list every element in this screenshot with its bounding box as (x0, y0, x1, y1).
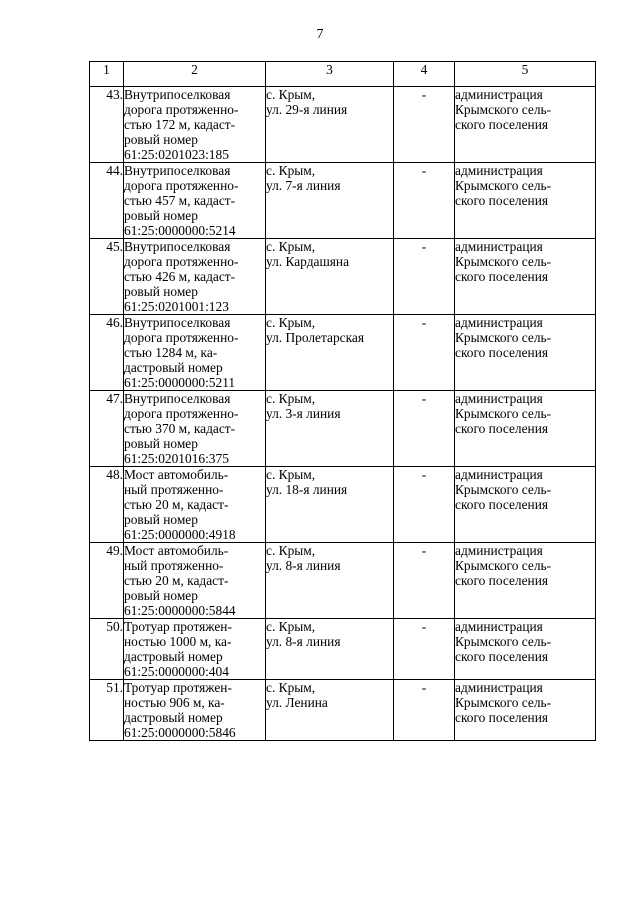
address-cell (266, 467, 394, 543)
address-cell (266, 391, 394, 467)
row-number: 49. (90, 543, 124, 619)
owner-line: администрация (455, 680, 543, 695)
owner-cell (455, 543, 596, 619)
owner-line: ского поселения (455, 573, 549, 588)
row-number: 47. (90, 391, 124, 467)
owner-line: ского поселения (455, 193, 549, 208)
table-row (90, 163, 596, 239)
address-cell (266, 87, 394, 163)
address-cell (266, 619, 394, 680)
row-number: 50. (90, 619, 124, 680)
address-line: с. Крым, (266, 680, 316, 695)
owner-cell (455, 87, 596, 163)
object-name-line: 61:25:0201016:375 (124, 451, 229, 466)
owner-cell (455, 680, 596, 741)
owner-line: администрация (455, 467, 543, 482)
object-name-line: стью 1284 м, ка- (124, 345, 218, 360)
object-name-line: 61:25:0000000:4918 (124, 527, 236, 542)
object-name-line: дорога протяженно- (124, 330, 239, 345)
table-row (90, 543, 596, 619)
header-col-3: 3 (266, 62, 394, 87)
address-line: с. Крым, (266, 619, 316, 634)
object-name-line: ровый номер (124, 284, 198, 299)
owner-line: ского поселения (455, 117, 549, 132)
object-name-line: 61:25:0201023:185 (124, 147, 229, 162)
owner-cell (455, 391, 596, 467)
address-cell (266, 543, 394, 619)
owner-line: ского поселения (455, 497, 549, 512)
address-cell (266, 315, 394, 391)
owner-cell (455, 315, 596, 391)
object-name-line: Внутрипоселковая (124, 391, 231, 406)
object-name-line: дорога протяженно- (124, 406, 239, 421)
row-number: 51. (90, 680, 124, 741)
object-name-line: ровый номер (124, 588, 198, 603)
owner-cell (455, 163, 596, 239)
owner-line: Крымского сель- (455, 558, 552, 573)
owner-cell (455, 239, 596, 315)
col4-value: - (394, 163, 455, 239)
table-row (90, 87, 596, 163)
object-name-cell (124, 315, 266, 391)
object-name-line: дастровый номер (124, 710, 223, 725)
address-line: с. Крым, (266, 163, 316, 178)
object-name-line: ный протяженно- (124, 558, 224, 573)
object-name-line: ровый номер (124, 132, 198, 147)
object-name-line: ровый номер (124, 436, 198, 451)
object-name-line: 61:25:0201001:123 (124, 299, 229, 314)
table-body (90, 87, 596, 741)
object-name-line: 61:25:0000000:5846 (124, 725, 236, 740)
owner-line: администрация (455, 163, 543, 178)
owner-line: администрация (455, 391, 543, 406)
address-line: ул. Пролетарская (266, 330, 364, 345)
object-name-line: Внутрипоселковая (124, 163, 231, 178)
object-name-line: Мост автомобиль- (124, 543, 229, 558)
col4-value: - (394, 543, 455, 619)
object-name-cell (124, 239, 266, 315)
row-number: 45. (90, 239, 124, 315)
owner-line: администрация (455, 619, 543, 634)
owner-line: Крымского сель- (455, 406, 552, 421)
object-name-cell (124, 467, 266, 543)
owner-line: Крымского сель- (455, 634, 552, 649)
header-row (90, 62, 596, 87)
col4-value: - (394, 467, 455, 543)
address-cell (266, 239, 394, 315)
object-name-line: 61:25:0000000:5214 (124, 223, 236, 238)
property-registry-table (89, 61, 596, 741)
object-name-line: 61:25:0000000:5211 (124, 375, 236, 390)
owner-line: Крымского сель- (455, 102, 552, 117)
owner-line: администрация (455, 87, 543, 102)
header-col-1: 1 (90, 62, 124, 87)
owner-line: ского поселения (455, 269, 549, 284)
address-line: ул. 7-я линия (266, 178, 341, 193)
table-row (90, 467, 596, 543)
owner-line: Крымского сель- (455, 695, 552, 710)
address-cell (266, 680, 394, 741)
object-name-line: ровый номер (124, 512, 198, 527)
address-cell (266, 163, 394, 239)
object-name-line: Внутрипоселковая (124, 87, 231, 102)
address-line: ул. 18-я линия (266, 482, 348, 497)
object-name-cell (124, 543, 266, 619)
object-name-line: ровый номер (124, 208, 198, 223)
owner-cell (455, 467, 596, 543)
owner-line: администрация (455, 239, 543, 254)
object-name-line: стью 20 м, кадаст- (124, 573, 229, 588)
object-name-line: Внутрипоселковая (124, 315, 231, 330)
address-line: ул. 3-я линия (266, 406, 341, 421)
object-name-line: дорога протяженно- (124, 254, 239, 269)
owner-line: ского поселения (455, 649, 549, 664)
col4-value: - (394, 87, 455, 163)
row-number: 43. (90, 87, 124, 163)
object-name-line: ный протяженно- (124, 482, 224, 497)
object-name-line: дорога протяженно- (124, 178, 239, 193)
owner-line: ского поселения (455, 421, 549, 436)
object-name-cell (124, 87, 266, 163)
address-line: с. Крым, (266, 391, 316, 406)
owner-line: администрация (455, 543, 543, 558)
object-name-line: стью 370 м, кадаст- (124, 421, 236, 436)
owner-line: Крымского сель- (455, 330, 552, 345)
object-name-line: стью 20 м, кадаст- (124, 497, 229, 512)
owner-line: Крымского сель- (455, 178, 552, 193)
object-name-line: ностью 906 м, ка- (124, 695, 225, 710)
address-line: ул. Кардашяна (266, 254, 350, 269)
object-name-line: стью 426 м, кадаст- (124, 269, 236, 284)
object-name-line: стью 457 м, кадаст- (124, 193, 236, 208)
object-name-line: стью 172 м, кадаст- (124, 117, 236, 132)
col4-value: - (394, 239, 455, 315)
object-name-line: Тротуар протяжен- (124, 619, 232, 634)
owner-cell (455, 619, 596, 680)
object-name-line: дастровый номер (124, 360, 223, 375)
object-name-cell (124, 680, 266, 741)
address-line: с. Крым, (266, 87, 316, 102)
table-header (90, 62, 596, 87)
table-row (90, 391, 596, 467)
col4-value: - (394, 619, 455, 680)
object-name-cell (124, 391, 266, 467)
table-row (90, 239, 596, 315)
object-name-cell (124, 163, 266, 239)
col4-value: - (394, 315, 455, 391)
page-number: 7 (316, 27, 324, 42)
address-line: с. Крым, (266, 315, 316, 330)
object-name-line: дастровый номер (124, 649, 223, 664)
address-line: ул. 8-я линия (266, 558, 341, 573)
row-number: 46. (90, 315, 124, 391)
row-number: 44. (90, 163, 124, 239)
table-row (90, 315, 596, 391)
table-row (90, 619, 596, 680)
header-col-5: 5 (455, 62, 596, 87)
header-col-4: 4 (394, 62, 455, 87)
address-line: ул. 29-я линия (266, 102, 348, 117)
owner-line: ского поселения (455, 345, 549, 360)
object-name-line: дорога протяженно- (124, 102, 239, 117)
object-name-line: Тротуар протяжен- (124, 680, 232, 695)
object-name-cell (124, 619, 266, 680)
owner-line: Крымского сель- (455, 482, 552, 497)
address-line: ул. Ленина (266, 695, 328, 710)
address-line: ул. 8-я линия (266, 634, 341, 649)
object-name-line: Внутрипоселковая (124, 239, 231, 254)
col4-value: - (394, 391, 455, 467)
address-line: с. Крым, (266, 543, 316, 558)
address-line: с. Крым, (266, 239, 316, 254)
table-row (90, 680, 596, 741)
col4-value: - (394, 680, 455, 741)
object-name-line: ностью 1000 м, ка- (124, 634, 232, 649)
header-col-2: 2 (124, 62, 266, 87)
row-number: 48. (90, 467, 124, 543)
object-name-line: 61:25:0000000:5844 (124, 603, 236, 618)
object-name-line: Мост автомобиль- (124, 467, 229, 482)
object-name-line: 61:25:0000000:404 (124, 664, 229, 679)
owner-line: администрация (455, 315, 543, 330)
owner-line: ского поселения (455, 710, 549, 725)
address-line: с. Крым, (266, 467, 316, 482)
owner-line: Крымского сель- (455, 254, 552, 269)
